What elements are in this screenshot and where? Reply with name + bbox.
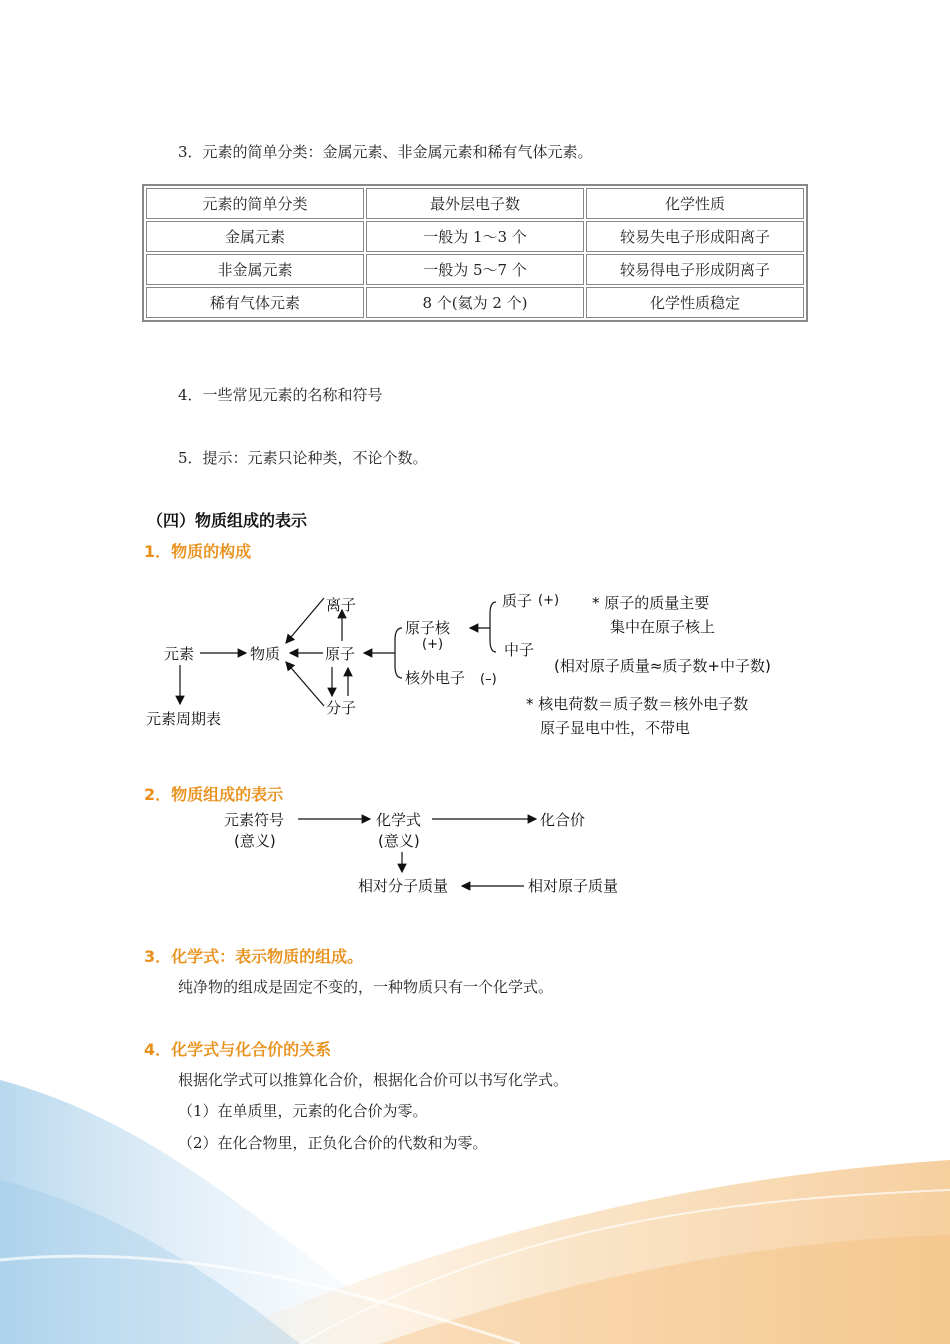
subheading-representation: 2．物质组成的表示 bbox=[144, 785, 284, 804]
node-valence: 化合价 bbox=[540, 811, 586, 829]
node-relative-molecular-mass: 相对分子质量 bbox=[358, 877, 449, 895]
node-molecule: 分子 bbox=[326, 699, 357, 717]
bracket-nucleus-parts bbox=[490, 602, 496, 652]
node-atom: 原子 bbox=[325, 645, 356, 663]
symbol-meaning: (意义) bbox=[234, 832, 276, 850]
table-cell: 金属元素 bbox=[146, 221, 364, 252]
node-neutron: 中子 bbox=[504, 641, 535, 659]
node-ion: 离子 bbox=[326, 596, 357, 614]
note-mass-line-2: 集中在原子核上 bbox=[610, 618, 716, 636]
item-5-hint: 5．提示：元素只论种类，不论个数。 bbox=[178, 449, 428, 467]
node-substance: 物质 bbox=[250, 645, 281, 663]
table-header-cell: 元素的简单分类 bbox=[146, 188, 364, 219]
subheading-composition: 1．物质的构成 bbox=[144, 542, 252, 561]
formula-text: 纯净物的组成是固定不变的，一种物质只有一个化学式。 bbox=[178, 978, 554, 996]
composition-representation-diagram bbox=[210, 806, 650, 902]
node-element: 元素 bbox=[164, 645, 195, 663]
table-row bbox=[146, 221, 804, 252]
note-charge-line-2: 原子显电中性，不带电 bbox=[540, 719, 691, 737]
table-cell: 较易得电子形成阴离子 bbox=[586, 254, 804, 285]
proton-charge: (+) bbox=[538, 593, 560, 608]
bracket-atom-parts bbox=[395, 628, 402, 678]
table-cell: 8 个(氦为 2 个) bbox=[366, 287, 584, 318]
nucleus-charge: (+) bbox=[422, 637, 444, 652]
note-mass-line-1: * 原子的质量主要 bbox=[592, 594, 710, 612]
section-4-heading: （四）物质组成的表示 bbox=[147, 511, 308, 530]
matter-structure-diagram bbox=[140, 580, 820, 750]
node-periodic-table: 元素周期表 bbox=[146, 710, 222, 728]
element-classification-table bbox=[142, 184, 808, 322]
node-nucleus: 原子核 bbox=[405, 619, 451, 637]
node-proton: 质子 bbox=[502, 592, 533, 610]
node-chemical-formula: 化学式 bbox=[376, 811, 422, 829]
subheading-chemical-formula: 3．化学式：表示物质的组成。 bbox=[144, 947, 364, 966]
valence-rule-1: （1）在单质里，元素的化合价为零。 bbox=[178, 1102, 428, 1120]
table-header-cell: 化学性质 bbox=[586, 188, 804, 219]
valence-text: 根据化学式可以推算化合价，根据化合价可以书写化学式。 bbox=[178, 1071, 569, 1089]
arrow-ion-to-substance bbox=[286, 598, 324, 643]
electron-charge: (–) bbox=[480, 672, 497, 687]
note-charge-line-1: * 核电荷数＝质子数＝核外电子数 bbox=[526, 695, 749, 713]
table-cell: 非金属元素 bbox=[146, 254, 364, 285]
arrow-molecule-to-substance bbox=[286, 662, 324, 706]
item-3-classification: 3．元素的简单分类：金属元素、非金属元素和稀有气体元素。 bbox=[178, 143, 593, 161]
table-row bbox=[146, 287, 804, 318]
table-row bbox=[146, 254, 804, 285]
node-element-symbol: 元素符号 bbox=[224, 811, 285, 829]
formula-meaning: (意义) bbox=[378, 832, 420, 850]
table-cell: 化学性质稳定 bbox=[586, 287, 804, 318]
table-cell: 一般为 5～7 个 bbox=[366, 254, 584, 285]
table-header-cell: 最外层电子数 bbox=[366, 188, 584, 219]
note-mass-line-3: (相对原子质量≈质子数+中子数) bbox=[554, 657, 771, 675]
table-header-row bbox=[146, 188, 804, 219]
subheading-formula-valence: 4．化学式与化合价的关系 bbox=[144, 1040, 332, 1059]
valence-rule-2: （2）在化合物里，正负化合价的代数和为零。 bbox=[178, 1134, 488, 1152]
node-electron: 核外电子 bbox=[405, 669, 466, 687]
node-relative-atomic-mass: 相对原子质量 bbox=[528, 877, 619, 895]
table-cell: 一般为 1～3 个 bbox=[366, 221, 584, 252]
item-4-names-symbols: 4．一些常见元素的名称和符号 bbox=[178, 386, 383, 404]
table-cell: 稀有气体元素 bbox=[146, 287, 364, 318]
table-cell: 较易失电子形成阳离子 bbox=[586, 221, 804, 252]
